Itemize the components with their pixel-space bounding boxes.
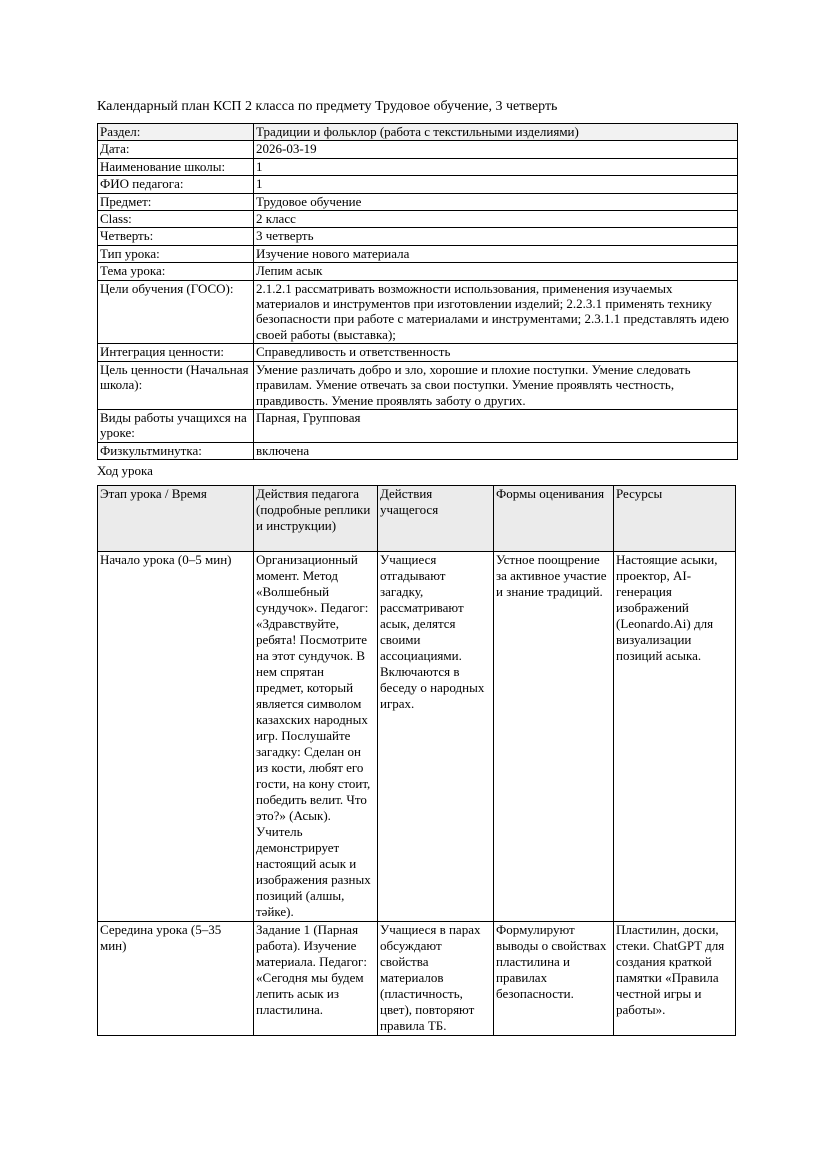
meta-value: Парная, Групповая	[254, 409, 738, 442]
lesson-flow-table	[97, 485, 736, 1036]
meta-row-physical-minute	[98, 442, 738, 459]
meta-row-work-types	[98, 409, 738, 442]
header-assessment-forms: Формы оценивания	[494, 486, 614, 552]
meta-label: Интеграция ценности:	[98, 344, 254, 361]
meta-row-values-goal	[98, 361, 738, 409]
meta-value: 3 четверть	[254, 228, 738, 245]
lesson-plan-document	[97, 98, 731, 1036]
meta-label: Виды работы учащихся на уроке:	[98, 409, 254, 442]
header-stage-time: Этап урока / Время	[98, 486, 254, 552]
meta-label: Цели обучения (ГОСО):	[98, 280, 254, 344]
meta-label: Тип урока:	[98, 245, 254, 262]
cell-stage: Начало урока (0–5 мин)	[98, 552, 254, 922]
meta-value: 1	[254, 176, 738, 193]
meta-value: Традиции и фольклор (работа с текстильными изделиями)	[254, 124, 738, 141]
cell-assessment: Формулируют выводы о свойствах пластилина и правилах безопасности.	[494, 922, 614, 1036]
cell-teacher-actions: Задание 1 (Парная работа). Изучение материала. Педагог: «Сегодня мы будем лепить асык из пластилина.	[254, 922, 378, 1036]
lesson-row-start	[98, 552, 736, 922]
lesson-row-middle	[98, 922, 736, 1036]
cell-assessment: Устное поощрение за активное участие и знание традиций.	[494, 552, 614, 922]
meta-value: Умение различать добро и зло, хорошие и плохие поступки. Умение следовать правилам. Умение отвечать за свои поступки. Умение проявлять честность, правдивость. Умение проявлять заботу о других.	[254, 361, 738, 409]
cell-resources: Настоящие асыки, проектор, AI-генерация изображений (Leonardo.Ai) для визуализации позиций асыка.	[614, 552, 736, 922]
meta-label: Раздел:	[98, 124, 254, 141]
header-student-actions: Действия учащегося	[378, 486, 494, 552]
meta-label: Наименование школы:	[98, 158, 254, 175]
header-resources: Ресурсы	[614, 486, 736, 552]
lesson-header-row	[98, 486, 736, 552]
lesson-meta-table	[97, 123, 738, 460]
meta-label: Четверть:	[98, 228, 254, 245]
cell-student-actions: Учащиеся отгадывают загадку, рассматривают асык, делятся своими ассоциациями. Включаются в беседу о народных играх.	[378, 552, 494, 922]
page-title: Календарный план КСП 2 класса по предмету Трудовое обучение, 3 четверть	[97, 99, 558, 114]
meta-label: Предмет:	[98, 193, 254, 210]
meta-value: Лепим асык	[254, 263, 738, 280]
meta-label: Цель ценности (Начальная школа):	[98, 361, 254, 409]
meta-value: 2 класс	[254, 211, 738, 228]
meta-label: ФИО педагога:	[98, 176, 254, 193]
cell-teacher-actions: Организационный момент. Метод «Волшебный сундучок». Педагог: «Здравствуйте, ребята! Посмотрите на этот сундучок. В нем спрятан предмет, который является символом казахских народных игр. Послушайте загадку: Сделан он из кости, любят его гости, на кону стоит, победить велит. Что это?» (Асык). Учитель демонстрирует настоящий асык и изображения разных позиций (алшы, тәйке).	[254, 552, 378, 922]
lesson-flow-heading: Ход урока	[97, 463, 153, 479]
meta-row-quarter	[98, 228, 738, 245]
meta-value: 2.1.2.1 рассматривать возможности использования, применения изучаемых материалов и инструментов при изготовлении изделий; 2.2.3.1 применять технику безопасности при работе с материалами и инструментами; 2.3.1.1 представлять идею своей работы (выставка);	[254, 280, 738, 344]
cell-resources: Пластилин, доски, стеки. ChatGPT для создания краткой памятки «Правила честной игры и работы».	[614, 922, 736, 1036]
header-teacher-actions: Действия педагога (подробные реплики и инструкции)	[254, 486, 378, 552]
meta-row-school	[98, 158, 738, 175]
meta-value: 2026-03-19	[254, 141, 738, 158]
cell-stage: Середина урока (5–35 мин)	[98, 922, 254, 1036]
meta-value: Изучение нового материала	[254, 245, 738, 262]
cell-student-actions: Учащиеся в парах обсуждают свойства материалов (пластичность, цвет), повторяют правила ТБ.	[378, 922, 494, 1036]
meta-value: 1	[254, 158, 738, 175]
meta-label: Дата:	[98, 141, 254, 158]
meta-row-class	[98, 211, 738, 228]
meta-value: Трудовое обучение	[254, 193, 738, 210]
meta-row-subject	[98, 193, 738, 210]
meta-row-data	[98, 141, 738, 158]
meta-row-lesson-type	[98, 245, 738, 262]
meta-row-lesson-topic	[98, 263, 738, 280]
meta-value: Справедливость и ответственность	[254, 344, 738, 361]
meta-row-goals	[98, 280, 738, 344]
meta-row-values-integration	[98, 344, 738, 361]
meta-row-teacher-name	[98, 176, 738, 193]
meta-label: Class:	[98, 211, 254, 228]
meta-row-razdel	[98, 124, 738, 141]
meta-value: включена	[254, 442, 738, 459]
meta-label: Тема урока:	[98, 263, 254, 280]
meta-label: Физкультминутка:	[98, 442, 254, 459]
